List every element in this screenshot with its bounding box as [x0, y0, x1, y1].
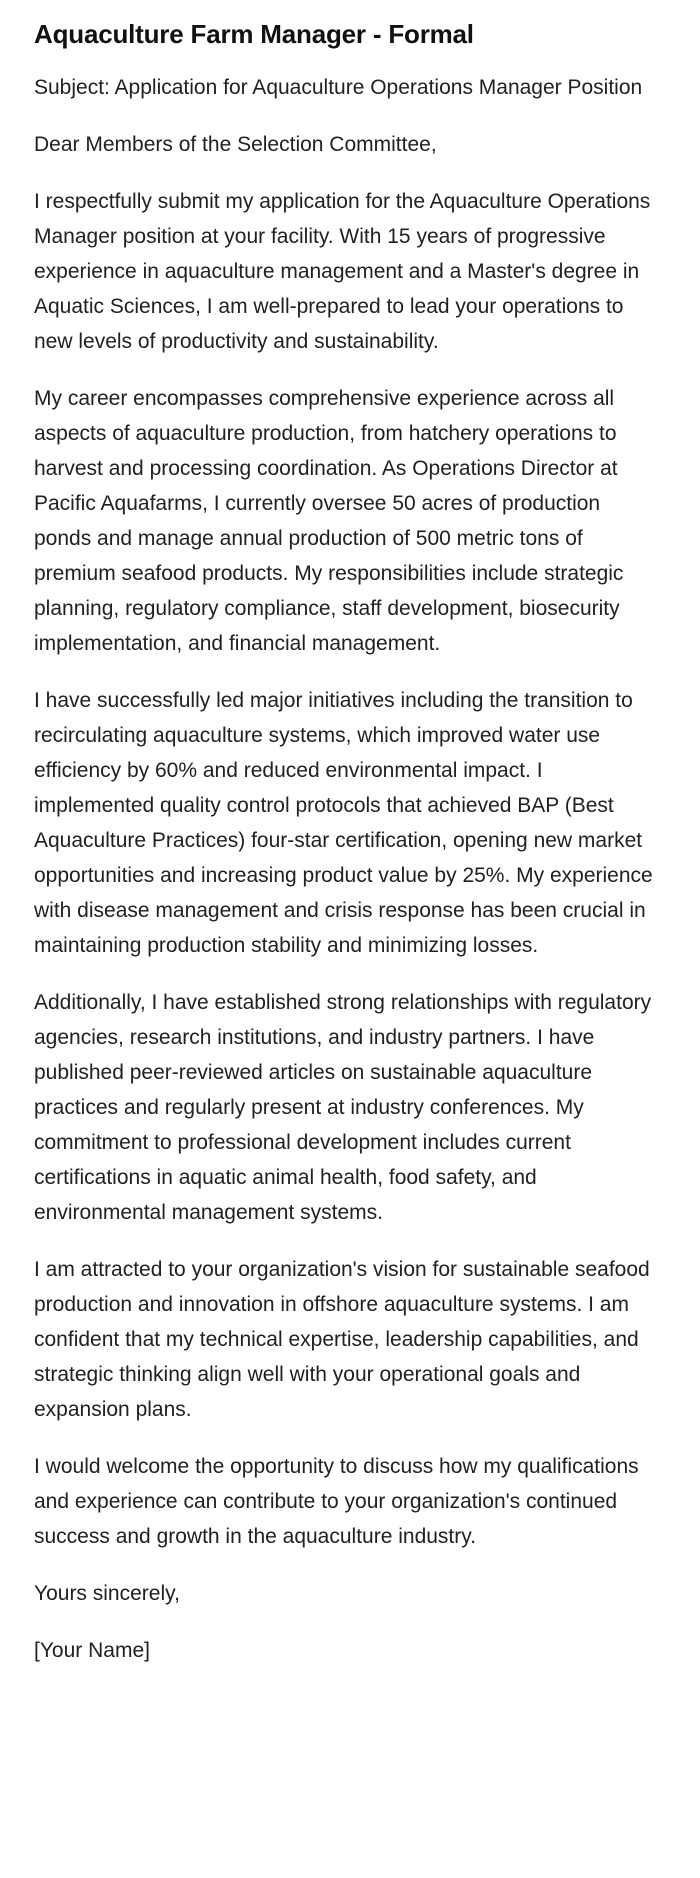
salutation: Dear Members of the Selection Committee,: [34, 133, 437, 156]
body-paragraph: I have successfully led major initiatives including the transition to recirculating aquaculture systems, which improved water use efficiency by 60% and reduced environmental impact. I implemented quality control protocols that achieved BAP (Best Aquaculture Practices) four-star certification, opening new market opportunities and increasing product value by 25%. My experience with disease management and crisis response has been crucial in maintaining production stability and minimizing losses.: [34, 689, 653, 957]
subject-line: Subject: Application for Aquaculture Operations Manager Position: [34, 76, 643, 99]
body-paragraph: Additionally, I have established strong relationships with regulatory agencies, research institutions, and industry partners. I have published peer-reviewed articles on sustainable aquaculture practices and regularly present at industry conferences. My commitment to professional development includes current certifications in aquatic animal health, food safety, and environmental management systems.: [34, 991, 652, 1224]
closing: Yours sincerely,: [34, 1582, 180, 1605]
body-paragraph: I am attracted to your organization's vision for sustainable seafood production and innovation in offshore aquaculture systems. I am confident that my technical expertise, leadership capabilities, and strategic thinking align well with your operational goals and expansion plans.: [34, 1258, 650, 1421]
signature-placeholder: [Your Name]: [34, 1639, 150, 1662]
body-paragraph: My career encompasses comprehensive experience across all aspects of aquaculture production, from hatchery operations to harvest and processing coordination. As Operations Director at Pacific Aquafarms, I currently oversee 50 acres of production ponds and manage annual production of 500 metric tons of premium seafood products. My responsibilities include strategic planning, regulatory compliance, staff development, biosecurity implementation, and financial management.: [34, 387, 624, 655]
body-paragraph: I respectfully submit my application for the Aquaculture Operations Manager position at your facility. With 15 years of progressive experience in aquaculture management and a Master's degree in Aquatic Sciences, I am well-prepared to lead your operations to new levels of productivity and sustainability.: [34, 190, 651, 353]
document-title: Aquaculture Farm Manager - Formal: [34, 19, 474, 49]
body-paragraph: I would welcome the opportunity to discuss how my qualifications and experience can contribute to your organization's continued success and growth in the aquaculture industry.: [34, 1455, 639, 1548]
